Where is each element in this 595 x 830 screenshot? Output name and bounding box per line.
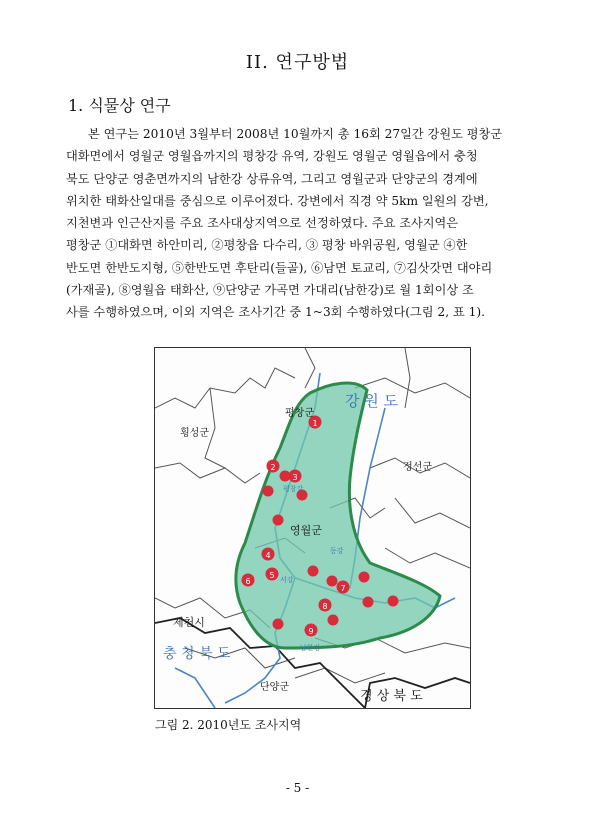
site-number-7: 7 [340,584,346,593]
paragraph-line: 대화면에서 영월군 영월읍까지의 평창강 유역, 강원도 영월군 영월읍에서 충청 [66,149,478,164]
study-area-map [155,348,470,708]
label-jeongseon: 정선군 [403,462,432,473]
site-number-9: 9 [308,627,314,636]
site-marker-extra [273,619,284,630]
site-marker-extra [327,576,338,587]
label-chungbuk: 충 청 북 도 [163,646,231,662]
site-number-1: 1 [312,419,318,428]
paragraph-line: 본 연구는 2010년 3월부터 2008년 10월까지 총 16회 27일간 강원도 평창군 [88,127,503,141]
site-number-5: 5 [269,571,275,580]
site-marker-extra [328,615,339,626]
label-pyeongchang: 평창군 [285,408,314,419]
paragraph-line: 평창군 ①대화면 하안미리, ②평창읍 다수리, ③ 평창 바위공원, 영월군 ④한 [66,238,468,253]
body-text [66,123,542,324]
section-subheading: 1. 식물상 연구 [68,96,171,115]
label-gyeongbuk: 경 상 북 도 [360,689,423,704]
site-marker-extra [359,572,370,583]
study-area-map-figure [154,347,471,709]
figure-caption: 그림 2. 2010년도 조사지역 [155,718,302,732]
paragraph-line: 사를 수행하였으며, 이외 지역은 조사기간 중 1~3회 수행하였다(그림 2, 표 1). [66,305,485,320]
site-number-2: 2 [270,463,276,472]
label-donggang: 동강 [330,547,344,555]
site-marker-extra [273,515,284,526]
site-marker-extra [363,597,374,608]
site-number-4: 4 [265,551,271,560]
site-number-6: 6 [245,577,251,586]
site-marker-extra [280,471,291,482]
paragraph-line: 위치한 태화산일대를 중심으로 이루어졌다. 강변에서 직경 약 5km 일원의 강변, [66,193,489,208]
paragraph-line: 지천변과 인근산지를 주요 조사대상지역으로 선정하였다. 주요 조사지역은 [66,216,459,231]
paragraph-line: (가재골), ⑧영월읍 태화산, ⑨단양군 가곡면 가대리(남한강)로 월 1회이상 조 [66,283,474,298]
label-namhangang: 남한강 [300,644,321,652]
paragraph-line: 북도 단양군 영춘면까지의 남한강 상류유역, 그리고 영월군과 단양군의 경계에 [66,171,478,186]
page-number: - 5 - [285,781,310,795]
label-gangwon: 강 원 도 [345,392,399,410]
site-number-3: 3 [292,473,298,482]
site-marker-extra [308,566,319,577]
site-marker-extra [388,596,399,607]
site-number-8: 8 [322,602,328,611]
label-pyeongchang-gang: 평창강 [283,485,304,493]
label-yeongwol: 영월군 [290,524,322,537]
label-seogang: 서강 [280,576,294,584]
label-hoengseong: 횡성군 [180,428,209,439]
site-marker-extra [263,486,274,497]
page-title: II. 연구방법 [245,52,350,73]
paragraph-line: 반도면 한반도지형, ⑤한반도면 후탄리(들골), ⑥남면 토교리, ⑦김삿갓면 대야리 [66,260,493,275]
label-jecheon: 제천시 [173,616,205,629]
label-danyang: 단양군 [260,682,289,693]
